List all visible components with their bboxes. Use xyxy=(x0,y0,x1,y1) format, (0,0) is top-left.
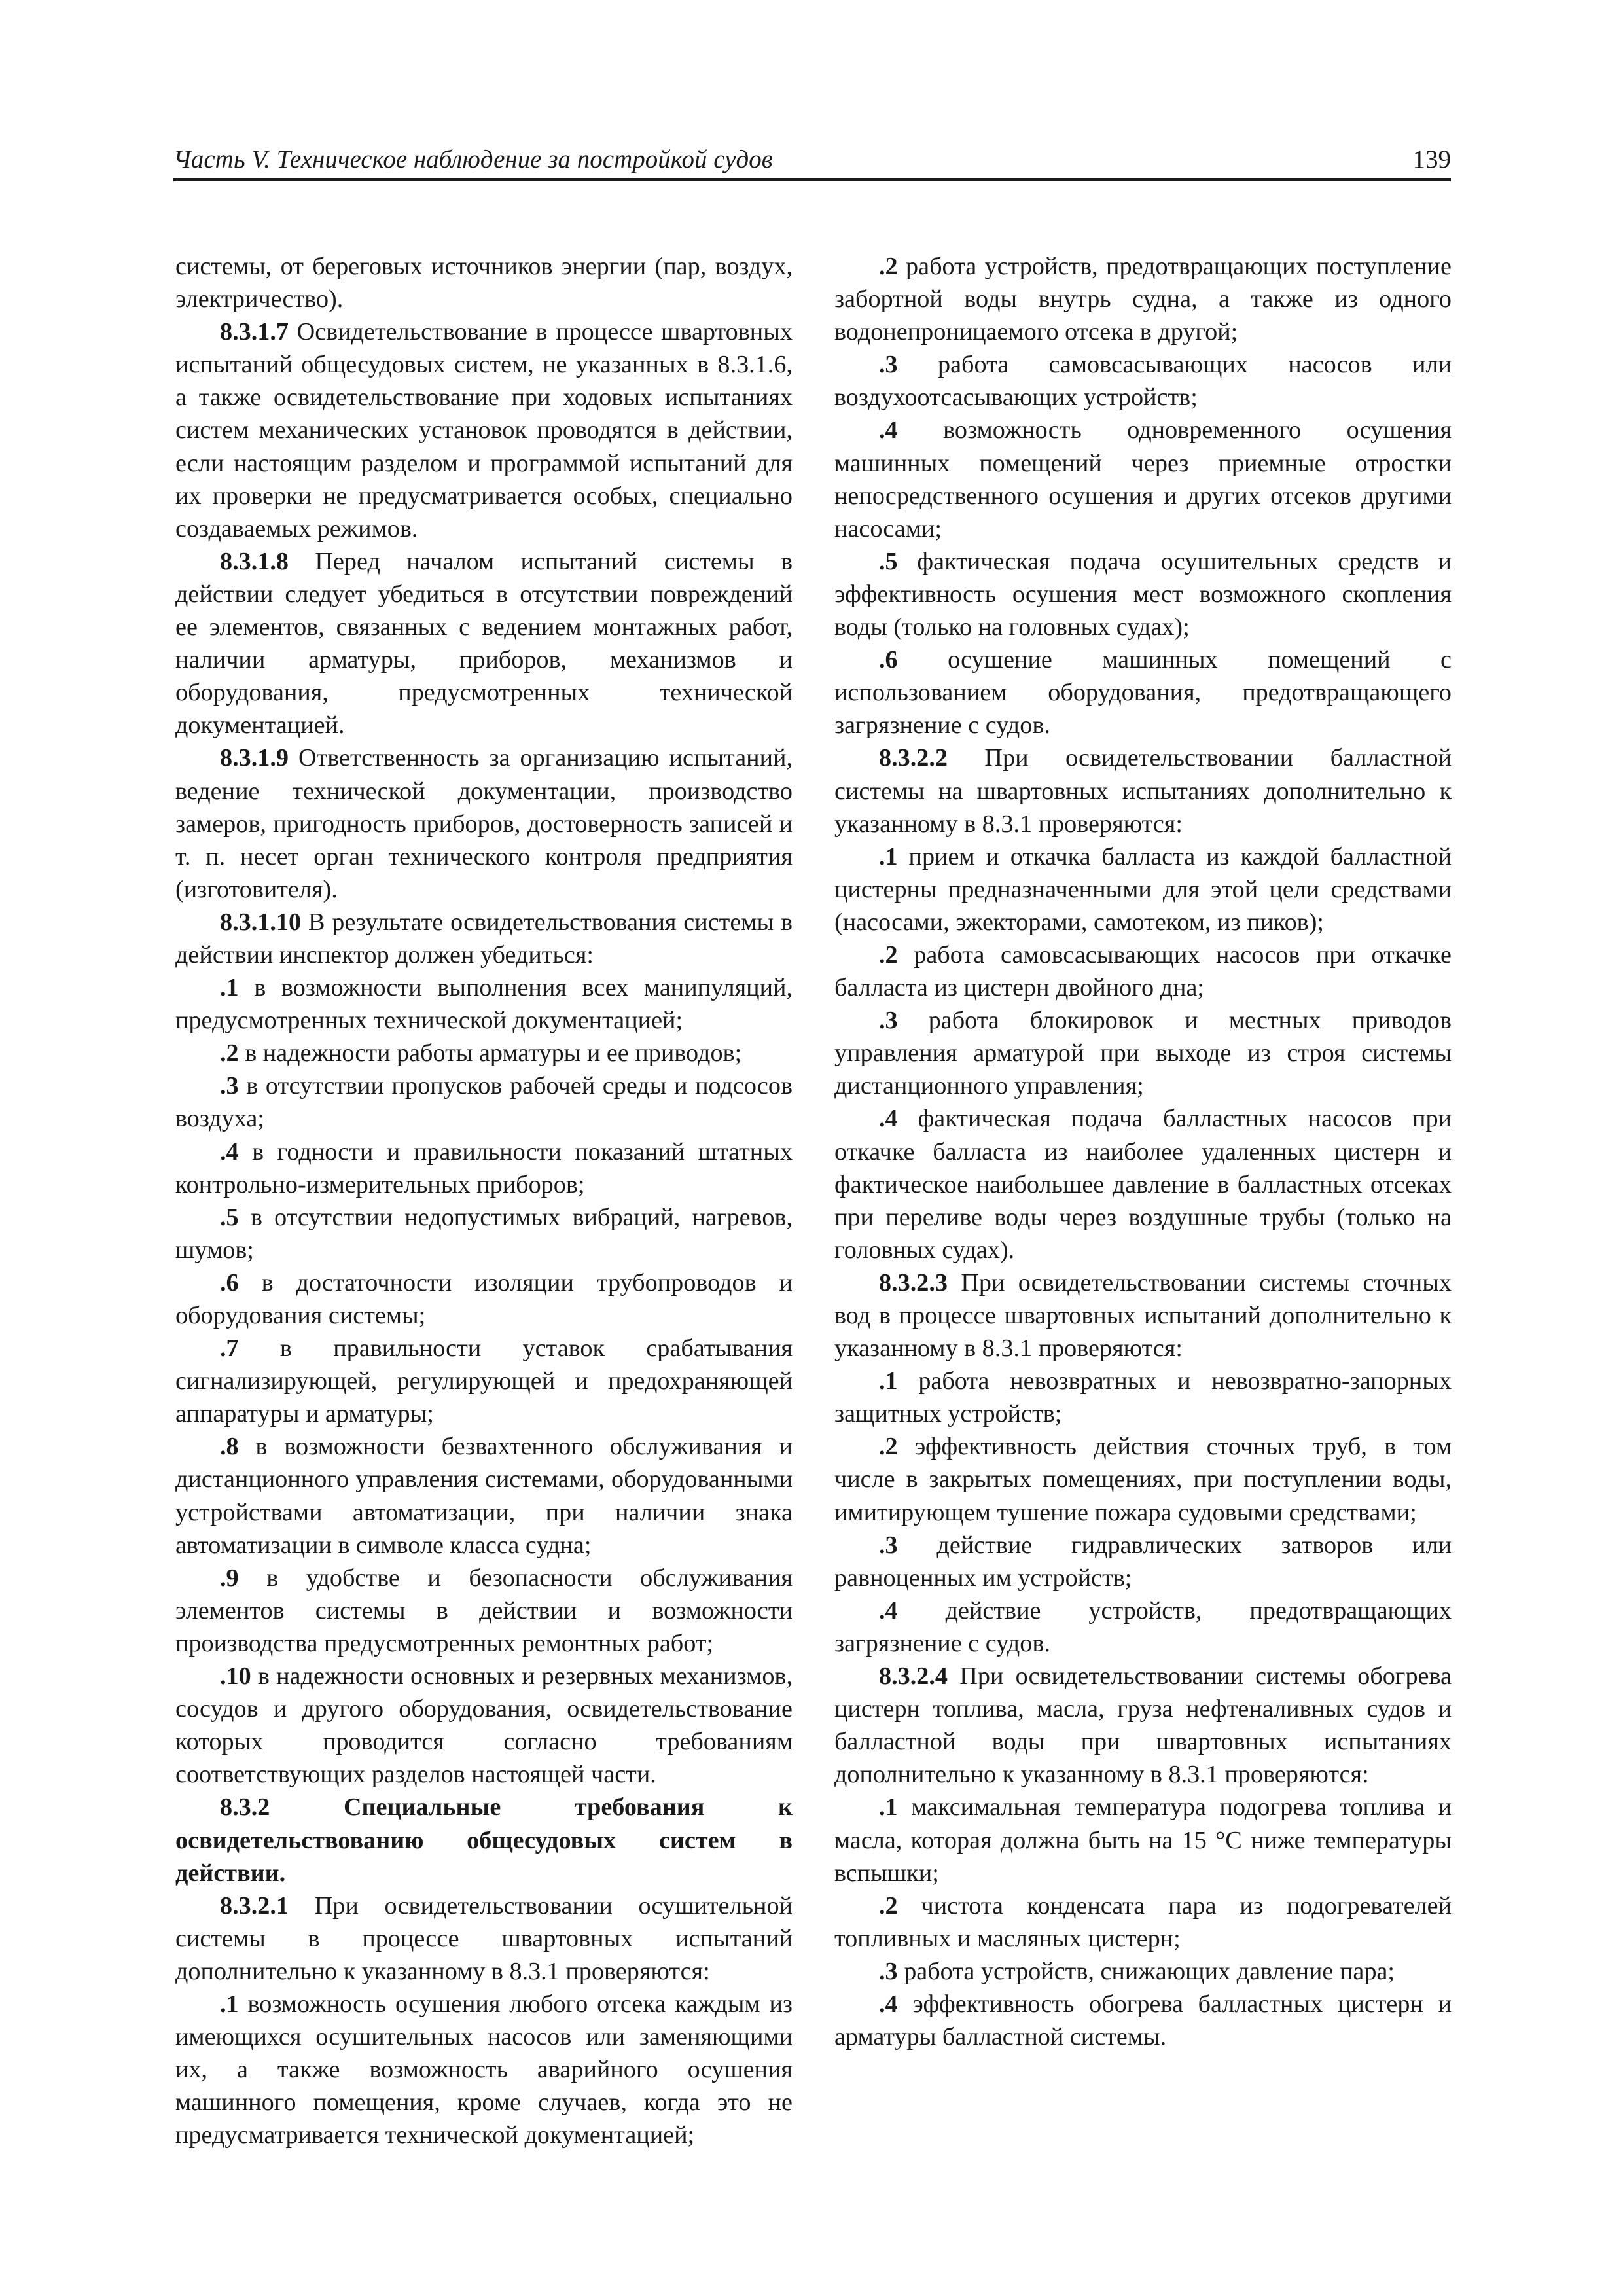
list-item: .2 в надежности работы арматуры и ее приводов; xyxy=(220,1039,742,1067)
list-item: .8 в возможности безвахтенного обслуживания и дистанционного управления системами, оборудованными устройствами автоматизации, при наличии знака автоматизации в символе класса судна; xyxy=(175,1433,793,1559)
section-heading: 8.3.2 Специальные требования к освидетельствованию общесудовых систем в действии. xyxy=(175,1793,793,1887)
list-item: .4 возможность одновременного осушения машинных помещений через приемные отростки непосредственного осушения и других отсеков другими насосами; xyxy=(834,416,1452,543)
right-column xyxy=(834,250,1452,2053)
paragraph: 8.3.2.4 При освидетельствовании системы обогрева цистерн топлива, масла, груза нефтеналивных судов и балластной воды при швартовных испытаниях дополнительно к указанному в 8.3.1 проверяются: xyxy=(834,1662,1452,1789)
list-item: .4 действие устройств, предотвращающих загрязнение с судов. xyxy=(834,1596,1452,1657)
paragraph: 8.3.2.1 При освидетельствовании осушительной системы в процессе швартовных испытаний дополнительно к указанному в 8.3.1 проверяются: xyxy=(175,1892,793,1985)
paragraph: 8.3.1.10 В результате освидетельствования системы в действии инспектор должен убедиться: xyxy=(175,908,793,969)
header-rule xyxy=(173,178,1451,181)
list-item: .2 эффективность действия сточных труб, в том числе в закрытых помещениях, при поступлении воды, имитирующем тушение пожара судовыми средствами; xyxy=(834,1433,1452,1526)
list-item: .5 в отсутствии недопустимых вибраций, нагревов, шумов; xyxy=(175,1203,793,1264)
left-column xyxy=(175,250,793,2151)
list-item: .4 в годности и правильности показаний штатных контрольно-измерительных приборов; xyxy=(175,1138,793,1198)
list-item: .3 работа устройств, снижающих давление пара; xyxy=(879,1957,1395,1985)
list-item: .6 в достаточности изоляции трубопроводов и оборудования системы; xyxy=(175,1268,793,1329)
list-item: .2 работа самовсасывающих насосов при откачке балласта из цистерн двойного дна; xyxy=(834,941,1452,1002)
list-item: .2 чистота конденсата пара из подогревателей топливных и масляных цистерн; xyxy=(834,1892,1452,1952)
list-item: .1 в возможности выполнения всех манипуляций, предусмотренных технической документацией; xyxy=(175,974,793,1035)
list-item: .3 действие гидравлических затворов или равноценных им устройств; xyxy=(834,1531,1452,1592)
list-item: .1 прием и откачка балласта из каждой балластной цистерны предназначенными для этой цели средствами (насосами, эжекторами, самотеком, из пиков); xyxy=(834,842,1452,936)
list-item: .3 в отсутствии пропусков рабочей среды и подсосов воздуха; xyxy=(175,1072,793,1133)
list-item: .5 фактическая подача осушительных средств и эффективность осушения мест возможного скопления воды (только на головных судах); xyxy=(834,547,1452,641)
list-item: .2 работа устройств, предотвращающих поступление забортной воды внутрь судна, а также из одного водонепроницаемого отсека в другой; xyxy=(834,253,1452,346)
list-item: .3 работа блокировок и местных приводов управления арматурой при выходе из строя системы дистанционного управления; xyxy=(834,1007,1452,1100)
list-item: .7 в правильности уставок срабатывания сигнализирующей, регулирующей и предохраняющей аппаратуры и арматуры; xyxy=(175,1335,793,1428)
list-item: .4 фактическая подача балластных насосов при откачке балласта из наиболее удаленных цистерн и фактическое наибольшее давление в балластных отсеках при переливе воды через воздушные трубы (только на головных судах). xyxy=(834,1105,1452,1264)
paragraph: 8.3.2.3 При освидетельствовании системы сточных вод в процессе швартовных испытаний дополнительно к указанному в 8.3.1 проверяются: xyxy=(834,1268,1452,1363)
page-header xyxy=(173,143,1451,179)
paragraph: 8.3.1.7 Освидетельствование в процессе швартовных испытаний общесудовых систем, не указанных в 8.3.1.6, а также освидетельствование при ходовых испытаниях систем механических установок проводятся в действии, если настоящим разделом и программой испытаний для их проверки не предусматривается особых, специально создаваемых режимов. xyxy=(175,318,793,543)
list-item: .1 возможность осушения любого отсека каждым из имеющихся осушительных насосов или заменяющими их, а также возможность аварийного осушения машинного помещения, кроме случаев, когда это не предусматривается технической документацией; xyxy=(175,1990,793,2149)
list-item: .9 в удобстве и безопасности обслуживания элементов системы в действии и возможности производства предусмотренных ремонтных работ; xyxy=(175,1564,793,1657)
list-item: .10 в надежности основных и резервных механизмов, сосудов и другого оборудования, освидетельствование которых проводится согласно требованиям соответствующих разделов настоящей части. xyxy=(175,1662,793,1789)
paragraph: 8.3.1.8 Перед началом испытаний системы в действии следует убедиться в отсутствии повреждений ее элементов, связанных с ведением монтажных работ, наличии арматуры, приборов, механизмов и оборудования, предусмотренных технической документацией. xyxy=(175,547,793,740)
list-item: .1 работа невозвратных и невозвратно-запорных защитных устройств; xyxy=(834,1367,1452,1428)
paragraph: 8.3.2.2 При освидетельствовании балластной системы на швартовных испытаниях дополнительно к указанному в 8.3.1 проверяются: xyxy=(834,744,1452,838)
running-title: Часть V. Техническое наблюдение за постройкой судов xyxy=(173,145,773,173)
list-item: .1 максимальная температура подогрева топлива и масла, которая должна быть на 15 °С ниже температуры вспышки; xyxy=(834,1793,1452,1887)
paragraph: системы, от береговых источников энергии (пар, воздух, электричество). xyxy=(175,253,793,314)
list-item: .4 эффективность обогрева балластных цистерн и арматуры балластной системы. xyxy=(834,1990,1452,2051)
paragraph: 8.3.1.9 Ответственность за организацию испытаний, ведение технической документации, производство замеров, пригодность приборов, достоверность записей и т. п. несет орган технического контроля предприятия (изготовителя). xyxy=(175,744,793,903)
list-item: .3 работа самовсасывающих насосов или воздухоотсасывающих устройств; xyxy=(834,351,1452,412)
list-item: .6 осушение машинных помещений с использованием оборудования, предотвращающего загрязнение с судов. xyxy=(834,646,1452,740)
page-number: 139 xyxy=(1412,145,1451,173)
